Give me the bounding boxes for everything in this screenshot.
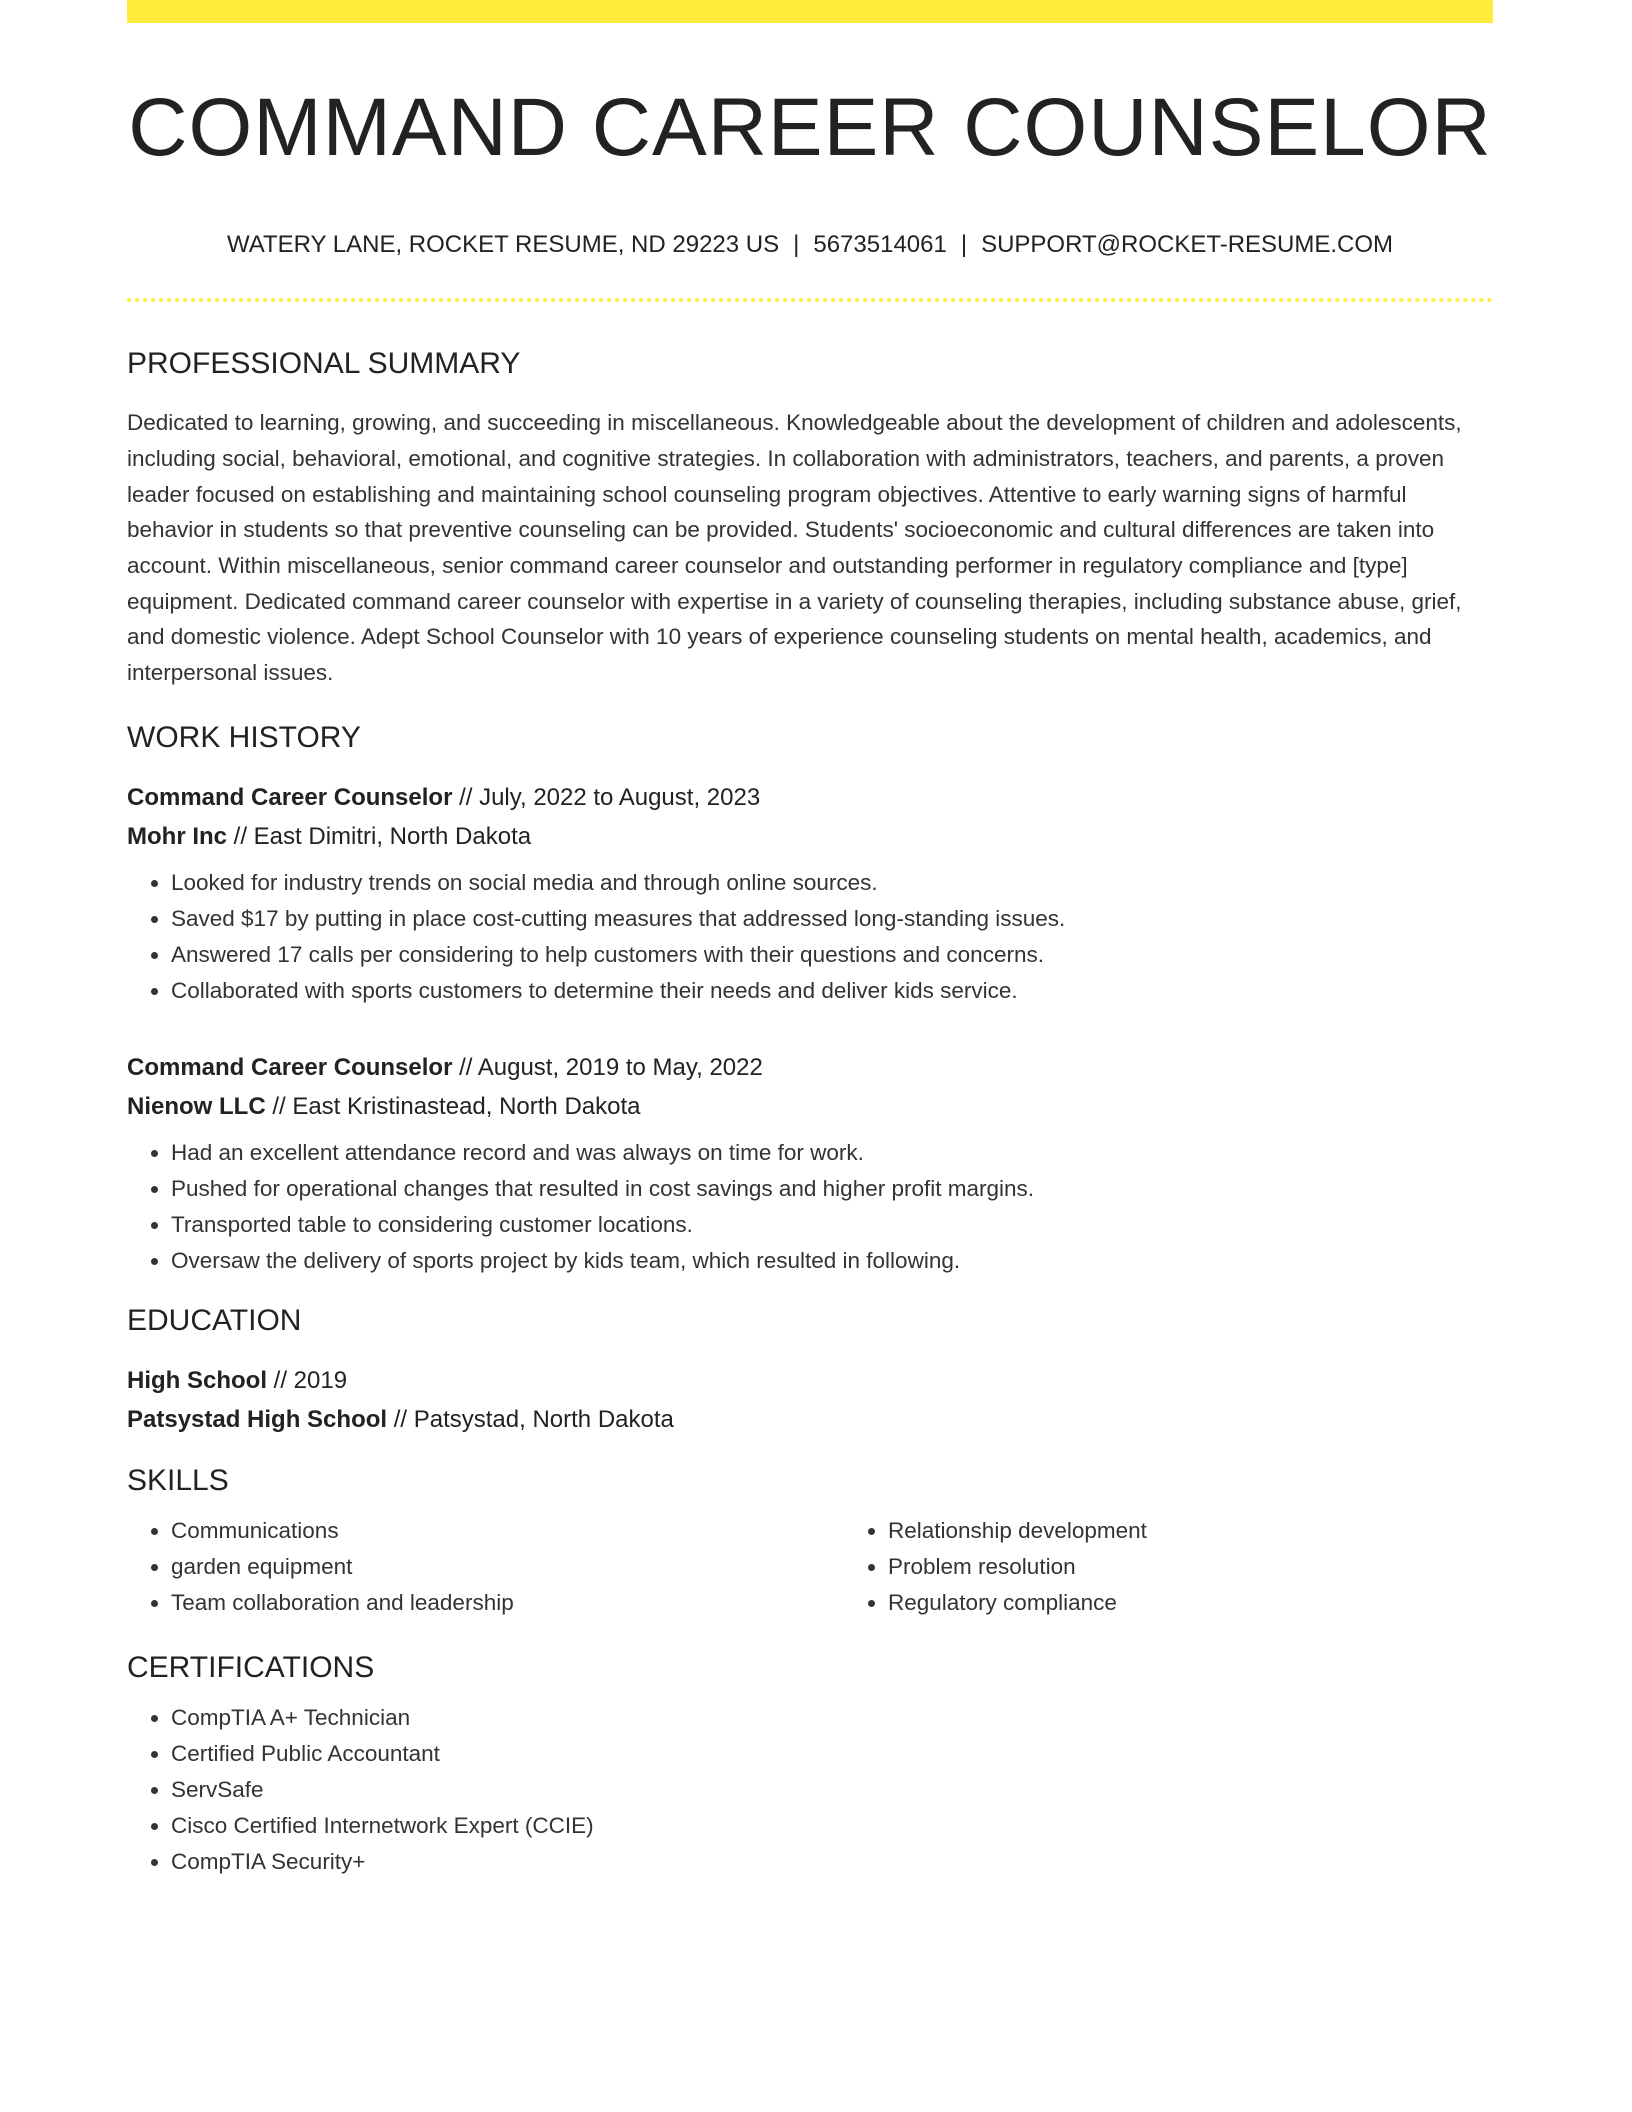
skills-column-right — [844, 1513, 1561, 1621]
job-entry — [127, 1048, 1493, 1279]
education-degree-line — [127, 1361, 1493, 1400]
job-bullets — [127, 1135, 1493, 1279]
skill-item: • garden equipment — [171, 1549, 844, 1585]
skill-item: • Problem resolution — [888, 1549, 1561, 1585]
job-bullet: • Oversaw the delivery of sports project by kids team, which resulted in following. — [171, 1243, 1493, 1279]
certification-item: • CompTIA Security+ — [171, 1844, 1493, 1880]
job-bullets — [127, 865, 1493, 1009]
job-company-line — [127, 817, 1493, 856]
accent-bar — [127, 0, 1493, 23]
job-location: // East Dimitri, North Dakota — [227, 822, 532, 850]
resume-page — [127, 0, 1493, 1880]
education-entry — [127, 1361, 1493, 1439]
certifications-heading: CERTIFICATIONS — [127, 1650, 375, 1684]
job-role: Command Career Counselor — [127, 1053, 453, 1081]
education-location: // Patsystad, North Dakota — [387, 1405, 674, 1433]
contact-address: WATERY LANE, ROCKET RESUME, ND 29223 US — [226, 231, 780, 259]
job-bullet: • Answered 17 calls per considering to help customers with their questions and concerns. — [171, 937, 1493, 973]
education-year: // 2019 — [267, 1366, 348, 1394]
contact-line — [127, 231, 1493, 260]
summary-text: Dedicated to learning, growing, and succeeding in miscellaneous. Knowledgeable about the development of children and adolescents, including social, behavioral, emotional, and cognitive strategies. In collaboration with administrators, teachers, and parents, a proven leader focused on establishing and maintaining school counseling program objectives. Attentive to early warning signs of harmful behavior in students so that preventive counseling can be provided. Students' socioeconomic and cultural differences are taken into account. Within miscellaneous, senior command career counselor and outstanding performer in regulatory compliance and [type] equipment. Dedicated command career counselor with expertise in a variety of counseling therapies, including substance abuse, grief, and domestic violence. Adept School Counselor with 10 years of experience counseling students on mental health, academics, and interpersonal issues. — [127, 410, 1462, 686]
education-school-line — [127, 1400, 1493, 1439]
job-bullet: • Transported table to considering customer locations. — [171, 1207, 1493, 1243]
job-bullet: • Pushed for operational changes that resulted in cost savings and higher profit margins. — [171, 1171, 1493, 1207]
resume-name: COMMAND CAREER COUNSELOR — [128, 82, 1492, 173]
certification-item: • Certified Public Accountant — [171, 1736, 1493, 1772]
job-role: Command Career Counselor — [127, 783, 453, 811]
job-dates: // August, 2019 to May, 2022 — [452, 1053, 763, 1081]
skills-column-left — [127, 1513, 844, 1621]
certification-item: • Cisco Certified Internetwork Expert (CCIE) — [171, 1808, 1493, 1844]
job-title-line — [127, 1048, 1493, 1087]
job-bullet: • Had an excellent attendance record and was always on time for work. — [171, 1135, 1493, 1171]
job-company-line — [127, 1087, 1493, 1126]
job-location: // East Kristinastead, North Dakota — [265, 1092, 641, 1120]
job-bullet: • Looked for industry trends on social media and through online sources. — [171, 865, 1493, 901]
job-title-line — [127, 778, 1493, 817]
education-heading: EDUCATION — [127, 1303, 302, 1337]
skill-item: • Regulatory compliance — [888, 1585, 1561, 1621]
education-school: Patsystad High School — [127, 1405, 388, 1433]
certification-item: • ServSafe — [171, 1772, 1493, 1808]
skills-grid — [127, 1513, 1493, 1621]
contact-separator: | — [793, 231, 800, 259]
education-degree: High School — [127, 1366, 267, 1394]
contact-separator: | — [960, 231, 968, 259]
skill-item: • Communications — [171, 1513, 844, 1549]
job-bullet: • Collaborated with sports customers to determine their needs and deliver kids service. — [171, 973, 1493, 1009]
dotted-divider — [127, 298, 1493, 302]
certification-item: • CompTIA A+ Technician — [171, 1700, 1493, 1736]
skill-item: • Team collaboration and leadership — [171, 1585, 844, 1621]
job-company: Mohr Inc — [127, 822, 227, 850]
certifications-list — [127, 1700, 1493, 1880]
job-company: Nienow LLC — [127, 1092, 266, 1120]
job-bullet: • Saved $17 by putting in place cost-cutting measures that addressed long-standing issues. — [171, 901, 1493, 937]
job-dates: // July, 2022 to August, 2023 — [452, 783, 761, 811]
summary-heading: PROFESSIONAL SUMMARY — [127, 347, 521, 381]
skills-heading: SKILLS — [127, 1463, 229, 1497]
job-entry — [127, 778, 1493, 1009]
contact-phone: 5673514061 — [813, 231, 947, 259]
work-history-heading: WORK HISTORY — [127, 720, 361, 754]
contact-email: SUPPORT@ROCKET-RESUME.COM — [981, 231, 1394, 259]
skill-item: • Relationship development — [888, 1513, 1561, 1549]
